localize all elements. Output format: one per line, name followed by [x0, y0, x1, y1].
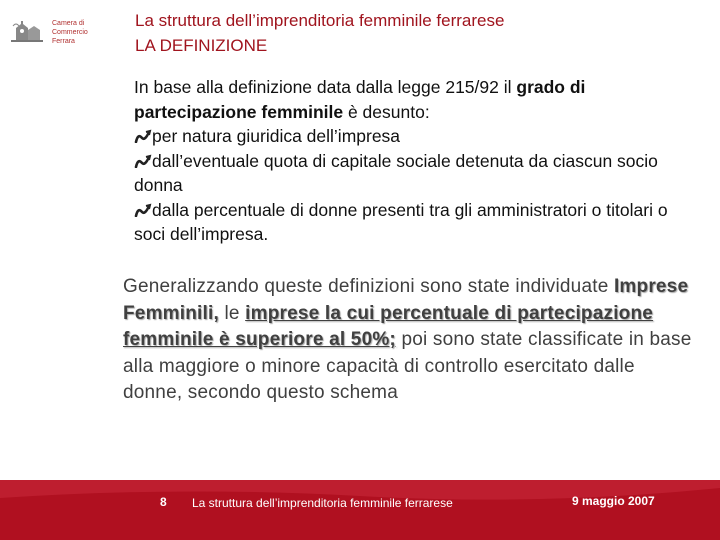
slide-title: La struttura dell’imprenditoria femminile ferrarese: [135, 11, 505, 30]
footer-bar: [0, 480, 720, 540]
bullet-text: dalla percentuale di donne presenti tra gli amministratori o titolari o soci dell’impresa.: [134, 199, 668, 244]
summary-paragraph: [123, 274, 698, 407]
footer-title: La struttura dell’imprenditoria femminile ferrarese: [192, 496, 453, 510]
summary-emphasis: Imprese Femminili,: [123, 276, 689, 324]
arrow-bullet-icon: [134, 203, 152, 217]
summary-emphasis-underlined: imprese la cui percentuale di partecipazione femminile è superiore al 50%;: [123, 302, 654, 351]
footer-date: 9 maggio 2007: [572, 494, 655, 508]
intro-suffix-text: è desunto:: [343, 101, 430, 122]
slide-subtitle: LA DEFINIZIONE: [135, 36, 268, 55]
bullet-item: [134, 198, 694, 247]
summary-text: Generalizzando queste definizioni sono state individuate: [123, 276, 614, 297]
logo-text: [52, 19, 118, 46]
logo: [8, 14, 118, 48]
bullet-item: [134, 149, 694, 198]
footer-decoration: [0, 480, 720, 540]
summary-text: poi sono state classificate in base alla maggiore o minore capacità di controllo esercitato dalle donne, secondo questo schema: [123, 329, 692, 404]
bullet-text: dall’eventuale quota di capitale sociale detenuta da ciascun socio donna: [134, 150, 658, 195]
logo-line1: Camera di Commercio: [52, 20, 88, 36]
arrow-bullet-icon: [134, 154, 152, 168]
intro-text: In base alla definizione data dalla legge 215/92 il: [134, 77, 517, 97]
summary-text: le: [218, 302, 246, 324]
arrow-bullet-icon: [134, 129, 152, 143]
chamber-emblem-icon: [8, 16, 46, 44]
bullet-text: per natura giuridica dell’impresa: [152, 126, 401, 146]
page-number: 8: [160, 495, 167, 509]
definition-block: [134, 75, 694, 247]
logo-line2: Ferrara: [52, 38, 75, 45]
bullet-item: [134, 124, 694, 149]
intro-bold-text: grado di partecipazione femminile: [134, 77, 586, 122]
